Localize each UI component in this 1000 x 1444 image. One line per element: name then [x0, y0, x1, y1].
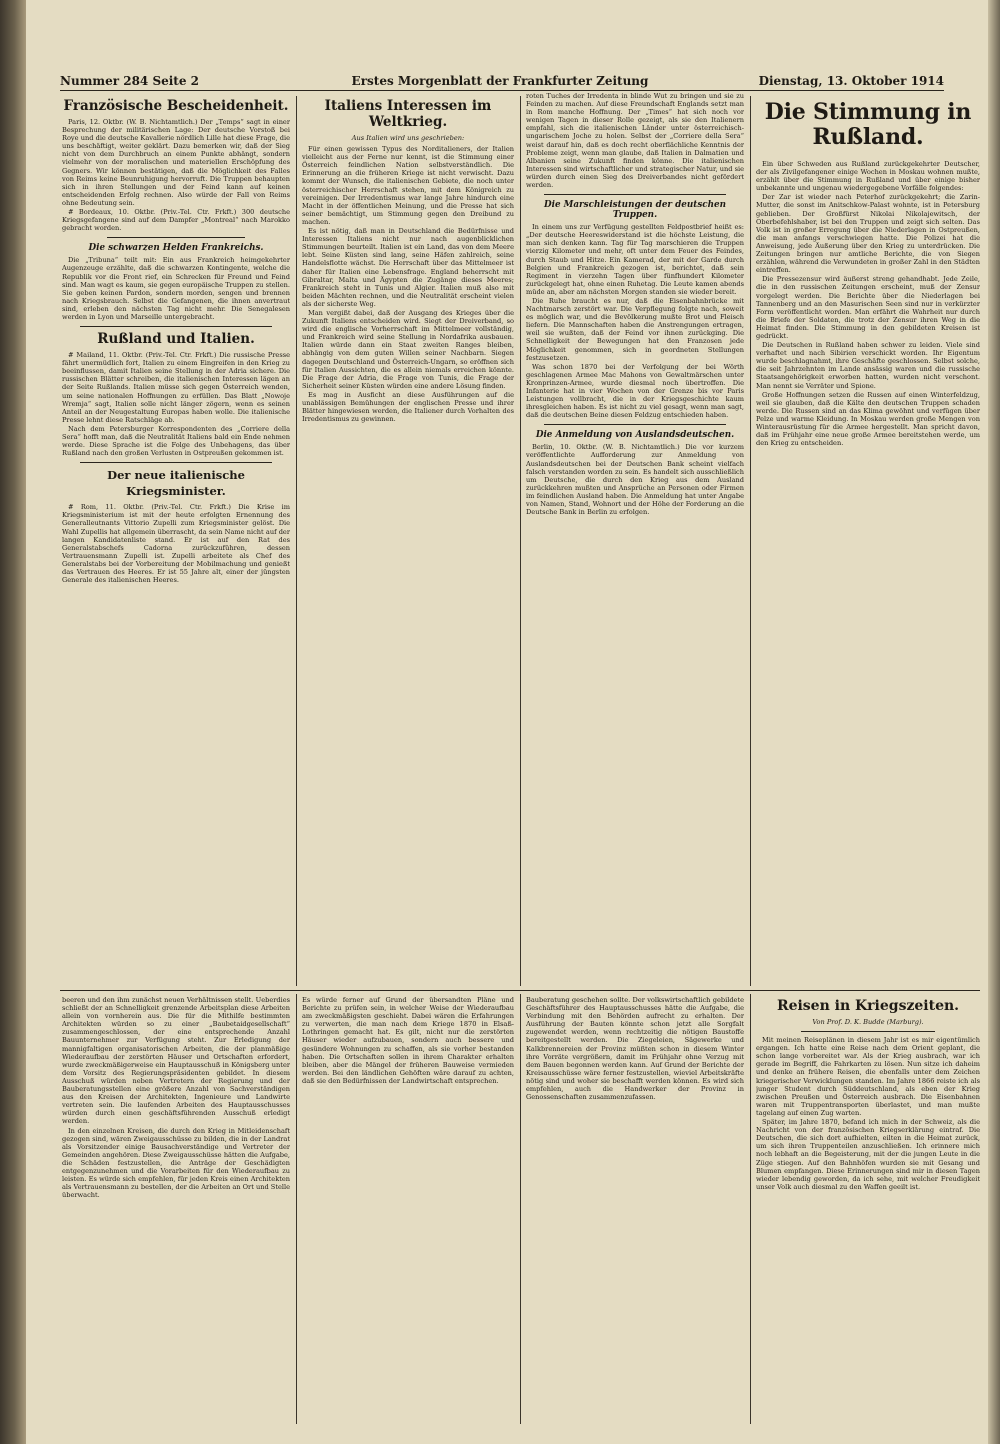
article-paragraph: Es mag in Ausficht an diese Ausführungen auf die unablässigen Bemühungen der englischen Presse und ihrer Blätter hingewiesen werden, die Italiener durch Vorhalten des Irredentismus zu gewinnen.: [302, 390, 514, 424]
column-rule: [750, 994, 751, 1424]
article-paragraph: Später, im Jahre 1870, befand ich mich in der Schweiz, als die Nachricht von der französischen Kriegserklärung eintraf. Die Deutschen, die sich dort aufhielten, eilten in die Heimat zurück, um sich ihren Truppenteilen anzuschließen. Ich erinnere mich noch lebhaft an die Begeisterung, mit der die jungen Leute in die Züge stiegen. Auf den Bahnhöfen wurden sie mit Gesang und Blumen empfangen. Diese Erinnerungen sind mir in diesen Tagen wieder lebendig geworden, da ich sehe, mit welcher Freudigkeit unser Volk auch diesmal zu den Waffen geeilt ist.: [756, 1118, 980, 1191]
article-paragraph: Ein über Schweden aus Rußland zurückgekehrter Deutscher, der als Zivilgefangener einige Wochen in Moskau wohnen mußte, erzählt über die Stimmung in Rußland und über einige bisher unbekannte und ungenau wiedergegebene Vorfälle folgendes:: [756, 160, 980, 193]
article-paragraph: Was schon 1870 bei der Verfolgung der bei Wörth geschlagenen Armee Mac Mahons von Gewaltmärschen unter Kronprinzen-Armee, wurde diesmal noch übertroffen. Die Infanterie hat in vier Wochen von der Grenze bis vor Paris Leistungen vollbracht, die in der Kriegsgeschichte kaum ihresgleichen haben. Es ist nicht zu viel gesagt, wenn man sagt, daß die deutschen Beine diesen Feldzug entschieden haben.: [526, 362, 744, 420]
feuilleton-title: Reisen in Kriegszeiten.: [776, 998, 960, 1014]
section-divider: [60, 990, 980, 991]
article-paragraph: Es ist nötig, daß man in Deutschland die Bedürfnisse und Interessen Italiens nicht nur nach augenblicklichen Stimmungen beurteilt. Italien ist ein Land, das von dem Meere lebt. Seine Küsten sind lang, seine Häfen zahlreich, seine Handelsflotte wächst. Die Herrschaft über das Mittelmeer ist daher für Italien eine Lebensfrage. England beherrscht mit Gibraltar, Malta und Ägypten die Zugänge dieses Meeres; Frankreich steht in Tunis und Algier. Italien muß also mit beiden Mächten rechnen, und die Neutralität erscheint vielen als der sicherste Weg.: [302, 227, 514, 308]
article-rule: [107, 237, 245, 238]
masthead-line: [60, 72, 944, 91]
lower-column-1: [62, 996, 290, 1426]
article-rule: [80, 462, 272, 463]
article-paragraph: Die Ruhe braucht es nur, daß die Eisenbahnbrücke mit Nachtmarsch zerstört war. Die Verpflegung folgte nach, soweit es möglich war, und die Bevölkerung mußte Brot und Fleisch liefern. Die Mannschaften haben die Anstrengungen ertragen, weil sie wußten, daß der Feind vor ihnen zurückging. Die Schnelligkeit der Bewegungen hat den Franzosen jede Möglichkeit genommen, sich in geordneten Stellungen festzusetzen.: [526, 296, 744, 362]
article-title: Französische Bescheidenheit.: [63, 98, 289, 114]
lower-column-3: [526, 996, 744, 1426]
book-binding: [0, 0, 26, 1444]
article-paragraph: # Mailand, 11. Oktbr. (Priv.-Tel. Ctr. Frkft.) Die russische Presse fährt unermüdlich fort, Italien zu einem Eingreifen in den Krieg zu beeinflussen, damit Italien seine Stellung in der Adria sichere. Die russischen Blätter schreiben, die italienischen Interessen lägen an der Seite Rußlands. Italien müsse sich gegen Österreich wenden, um seine nationalen Hoffnungen zu erfüllen. Das Blatt „Nowoje Wremja“ sagt, Italien solle nicht länger zögern, wenn es seinen Anteil an der Neugestaltung Europas haben wolle. Die italienische Presse lehnt diese Ratschläge ab.: [62, 351, 290, 424]
article-paragraph: Nach dem Petersburger Korrespondenten des „Corriere della Sera“ hofft man, daß die Neutralität Italiens bald ein Ende nehmen werde. Diese Sprache ist die Folge des Unbehagens, das über Rußland nach den großen Verlusten in Ostpreußen gekommen ist.: [62, 424, 290, 458]
article-paragraph: Die Deutschen in Rußland haben schwer zu leiden. Viele sind verhaftet und nach Sibirien verschickt worden. Ihr Eigentum wurde beschlagnahmt, ihre Geschäfte geschlossen. Selbst solche, die seit Jahrzehnten im Lande ansässig waren und die russische Staatsangehörigkeit erworben hatten, wurden nicht verschont. Man nennt sie Verräter und Spione.: [756, 341, 980, 390]
newspaper-name: Erstes Morgenblatt der Frankfurter Zeitung: [351, 74, 649, 88]
article-paragraph: roten Tuches der Irredenta in blinde Wut zu bringen und sie zu Feinden zu machen. Auf diese Freundschaft Englands setzt man in Rom manche Hoffnung. Der „Times“ hat sich noch vor wenigen Tagen in dieser Rolle gezeigt, als sie den Italienern empfahl, sich die italienischen Länder unter österreichisch-ungarischem Joche zu holen. Selbst der „Corriere della Sera“ weist darauf hin, daß es doch recht oberflächliche Kenntnis der Probleme zeigt, wenn man glaube, daß Italien in Dalmatien und Albanien seine Zukunft finden könne. Die italienischen Interessen sind wirtschaftlicher und strategischer Natur, und sie würden durch einen Sieg des Dreiverbandes nicht gefördert werden.: [526, 92, 744, 190]
article-title: Der neue italienische Kriegsminister.: [107, 468, 245, 499]
column-1: [62, 96, 290, 986]
lower-column-2: [302, 996, 514, 1426]
article-paragraph: # Bordeaux, 10. Oktbr. (Priv.-Tel. Ctr. Frkft.) 300 deutsche Kriegsgefangene sind auf dem Dampfer „Montreal“ nach Marokko gebracht worden.: [62, 208, 290, 233]
article-paragraph: beeren und den ihm zunächst neuen Verhältnissen stellt. Ueberdies schließt der an Schnelligkeit grenzende Arbeitsplan diese Arbeiten allein von vornherein aus. Die für die Mithilfe bestimmten Architekten würden so zu einer „Baubetaidgesellschaft“ zusammengeschlossen, der eine entsprechende Anzahl Bauunternehmer zur Verfügung steht. Zur Erledigung der mannigfaltigen organisatorischen Arbeiten, die der planmäßige Wiederaufbau der zerstörten Häuser und Ortschaften erfordert, wurde zweckmäßigerweise ein Hauptausschuß in Königsberg unter dem Vorsitz des Regierungspräsidenten gebildet. In diesem Ausschuß würden neben Vertretern der Regierung und der Bauberatungsstellen eine größere Anzahl von Sachverständigen aus den Kreisen der Architekten, Ingenieure und Landwirte vertreten sein. Die laufenden Arbeiten des Hauptausschusses würden durch einen geschäftsführenden Ausschuß erledigt werden.: [62, 996, 290, 1126]
column-4: [756, 96, 980, 986]
article-paragraph: Man vergißt dabei, daß der Ausgang des Krieges über die Zukunft Italiens entscheiden wird. Siegt der Dreiverband, so wird die englische Vorherrschaft im Mittelmeer vollständig, und Frankreich wird seine Stellung in Nordafrika ausbauen. Italien würde dann ein Staat zweiten Ranges bleiben, abhängig von dem guten Willen seiner Nachbarn. Siegen dagegen Deutschland und Österreich-Ungarn, so eröffnen sich für Italien Aussichten, die es allein niemals erreichen könnte. Die Frage der Adria, die Frage von Tunis, die Frage der Sicherheit seiner Küsten würden eine andere Lösung finden.: [302, 308, 514, 390]
article-paragraph: # Rom, 11. Oktbr. (Priv.-Tel. Ctr. Frkft.) Die Krise im Kriegsministerium ist mit der heute erfolgten Ernennung des Generalleutnants Vittorio Zupelli zum Kriegsminister gelöst. Die Wahl Zupellis hat allgemein überrascht, da sein Name nicht auf der langen Kandidatenliste stand. Er ist auf den Rat des Generalstabschefs Cadorna zurückzuführen, dessen Vertrauensmann Zupelli ist. Zupelli arbeitete als Chef des Generalstabs bei der Vorbereitung der Mobilmachung und genießt das Vertrauen des Heeres. Er ist 55 Jahre alt, einer der jüngsten Generale des italienischen Heeres.: [62, 503, 290, 585]
article-paragraph: Paris, 12. Oktbr. (W. B. Nichtamtlich.) Der „Temps“ sagt in einer Besprechung der militärischen Lage: Der deutsche Vorstoß bei Roye und die deutsche Kavallerie nördlich Lille hat diese Frage, die uns beschäftigt, weiter geklärt. Dazu bemerken wir, daß der Sieg nicht von dem Durchbruch an einem Punkte abhängt, sondern vielmehr von der moralischen und materiellen Erschöpfung des Gegners. Wir können bestätigen, daß die Möglichkeit des Falles von Reims keine Beunruhigung hervorruft. Die Truppen behaupten sich in ihren Stellungen und der Feind kann auf keinen entscheidenden Erfolg rechnen. Also würde der Fall von Reims ohne Bedeutung sein.: [62, 118, 290, 207]
article-rule: [544, 424, 726, 425]
newspaper-page: [26, 0, 988, 1444]
article-rule: [80, 326, 272, 327]
issue-date: Dienstag, 13. Oktober 1914: [758, 74, 944, 88]
article-title: Die Anmeldung von Auslandsdeutschen.: [535, 430, 735, 441]
article-paragraph: Berlin, 10. Oktbr. (W. B. Nichtamtlich.) Die vor kurzem veröffentlichte Aufforderung zur Anmeldung von Auslandsdeutschen bei der Deutschen Bank scheint vielfach falsch verstanden worden zu sein. Es handelt sich ausschließlich um Deutsche, die durch den Krieg aus dem Ausland zurückkehren mußten und Ansprüche an Personen oder Firmen im feindlichen Ausland haben. Die Anmeldung hat unter Angabe von Namen, Stand, Wohnort und der Höhe der Forderung an die Deutsche Bank in Berlin zu erfolgen.: [526, 443, 744, 517]
column-rule: [296, 96, 297, 986]
article-title: Rußland und Italien.: [97, 331, 255, 348]
column-rule: [296, 994, 297, 1424]
article-title: Italiens Interessen im Weltkrieg.: [324, 98, 492, 130]
article-byline: Von Prof. D. K. Budde (Marburg).: [812, 1018, 924, 1026]
column-3: [526, 92, 744, 986]
column-rule: [750, 96, 751, 986]
article-paragraph: Bauberatung geschehen sollte. Der volkswirtschaftlich gebildete Geschäftsführer des Hauptausschusses hätte die Aufgabe, die Verbindung mit den Behörden aufrecht zu erhalten. Der Ausführung der Bauten könnte schon jetzt alle Sorgfalt zugewendet werden, wenn rechtzeitig die nötigen Baustoffe bereitgestellt werden. Die Ziegeleien, Sägewerke und Kalkbrennereien der Provinz müßten schon in diesem Winter ihre Vorräte vergrößern, damit im Frühjahr ohne Verzug mit dem Bauen begonnen werden kann. Auf Grund der Berichte der Kreisausschüsse wäre ferner festzustellen, wieviel Arbeitskräfte nötig sind und woher sie beschafft werden können. Es wird sich empfehlen, auch die Handwerker der Provinz in Genossenschaften zusammenzufassen.: [526, 996, 744, 1102]
column-rule: [520, 994, 521, 1424]
article-paragraph: In einem uns zur Verfügung gestellten Feldpostbrief heißt es: „Der deutsche Heereswiderstand ist die höchste Leistung, die man sich denken kann. Tag für Tag marschieren die Truppen vierzig Kilometer und mehr, oft unter dem Feuer des Feindes, durch Staub und Hitze. Ein Kamerad, der mit der Garde durch Belgien und Frankreich gezogen ist, berichtet, daß sein Regiment in vierzehn Tagen über fünfhundert Kilometer zurückgelegt hat, ohne einen Ruhetag. Die Leute kamen abends müde an, aber am nächsten Morgen standen sie wieder bereit.: [526, 223, 744, 296]
article-paragraph: In den einzelnen Kreisen, die durch den Krieg in Mitleidenschaft gezogen sind, wären Zweigausschüsse zu bilden, die in der Landrat als Vorsitzender einige Bausachverständige und Vertreter der Gemeinden angehören. Diese Zweigausschüsse hätten die Aufgabe, die Schäden festzustellen, die Anträge der Geschädigten entgegenzunehmen und die Vorarbeiten für den Wiederaufbau zu leisten. Es würde sich empfehlen, für jeden Kreis einen Architekten als Vertrauensmann zu bestellen, der die Arbeiten an Ort und Stelle überwacht.: [62, 1126, 290, 1200]
article-title: Die Stimmung in Rußland.: [764, 99, 972, 150]
article-rule: [544, 194, 726, 195]
issue-number: Nummer 284 Seite 2: [60, 74, 200, 88]
article-rule: [801, 1031, 935, 1032]
article-byline: Aus Italien wird uns geschrieben:: [351, 134, 465, 142]
column-2: [302, 96, 514, 986]
article-paragraph: Mit meinen Reiseplänen in diesem Jahr ist es mir eigentümlich ergangen. Ich hatte eine Reise nach dem Orient geplant, die schon lange vorbereitet war. Als der Krieg ausbrach, war ich gerade im Begriff, die Fahrkarten zu lösen. Nun sitze ich daheim und denke an frühere Reisen, die ebenfalls unter dem Zeichen kriegerischer Verwicklungen standen. Im Jahre 1866 reiste ich als junger Student durch Süddeutschland, als eben der Krieg zwischen Preußen und Österreich ausbrach. Die Eisenbahnen waren mit Truppentransporten überlastet, und man mußte tagelang auf einen Zug warten.: [756, 1036, 980, 1117]
article-paragraph: Die Pressezensur wird äußerst streng gehandhabt. Jede Zeile, die in den russischen Zeitungen erscheint, muß der Zensur vorgelegt werden. Die Berichte über die Niederlagen bei Tannenberg und an den Masurischen Seen sind nur in verkürzter Form veröffentlicht worden. Man erfährt die Wahrheit nur durch die Briefe der Soldaten, die trotz der Zensur ihren Weg in die Heimat finden. Die Stimmung in den gebildeten Kreisen ist gedrückt.: [756, 275, 980, 340]
page-edge: [988, 0, 1000, 1444]
article-paragraph: Große Hoffnungen setzen die Russen auf einen Winterfeldzug, weil sie glauben, daß die Kälte den deutschen Truppen schaden werde. Die Russen sind an das Klima gewöhnt und verfügen über Pelze und warme Kleidung. In Moskau werden große Mengen von Winterausrüstung für die Armee hergestellt. Man spricht davon, daß im Frühjahr eine neue große Armee bereitstehen werde, um den Krieg zu entscheiden.: [756, 390, 980, 448]
article-paragraph: Für einen gewissen Typus des Norditalieners, der Italien vielleicht aus der Ferne nur kennt, ist die Stimmung einer Österreich feindlichen Nation selbstverständlich. Die Erinnerung an die früheren Kriege ist nicht verwischt. Dazu kommt der Wunsch, die italienischen Gebiete, die noch unter österreichischer Herrschaft stehen, mit dem Königreich zu vereinigen. Der Irredentismus war lange Jahre hindurch eine Macht in der öffentlichen Meinung, und die Presse hat sich seiner bemächtigt, um Stimmung gegen den Dreibund zu machen.: [302, 145, 514, 226]
article-title: Die Marschleistungen der deutschen Truppen.: [543, 200, 727, 221]
lower-column-4: [756, 996, 980, 1426]
article-paragraph: Die „Tribuna“ teilt mit: Ein aus Frankreich heimgekehrter Augenzeuge erzählte, daß die schwarzen Kontingente, welche die Republik vor die Front rief, ein Schrecken für Freund und Feind sind. Man wagt es kaum, sie gegen europäische Truppen zu stellen. Sie geben keinen Pardon, sondern morden, sengen und brennen nach Kriegsbrauch. Selbst die Gefangenen, die ihnen anvertraut sind, erleben den nächsten Tag nicht mehr. Die Senegalesen werden in Lyon und Marseille untergebracht.: [62, 256, 290, 321]
article-title: Die schwarzen Helden Frankreichs.: [88, 243, 264, 254]
column-rule: [520, 96, 521, 986]
article-paragraph: Es würde ferner auf Grund der übersandten Pläne und Berichte zu prüfen sein, in welcher Weise der Wiederaufbau am zweckmäßigsten geschieht. Dabei wären die Erfahrungen zu verwerten, die man nach dem Kriege 1870 in Elsaß-Lothringen gemacht hat. Es gilt, nicht nur die zerstörten Häuser wieder aufzubauen, sondern auch bessere und gesündere Wohnungen zu schaffen, als sie vorher bestanden haben. Die Ortschaften sollen in ihrem Charakter erhalten bleiben, aber die Mängel der früheren Bauweise vermieden werden. Bei den ländlichen Gehöften wäre darauf zu achten, daß sie den Bedürfnissen der Landwirtschaft entsprechen.: [302, 996, 514, 1085]
article-paragraph: Der Zar ist wieder nach Peterhof zurückgekehrt; die Zarin-Mutter, die sonst im Anitschkow-Palast wohnte, ist in Petersburg geblieben. Der Großfürst Nikolai Nikolajewitsch, der Oberbefehlshaber, ist bei den Truppen und zeigt sich selten. Das Volk ist in großer Erregung über die Niederlagen in Ostpreußen, die man anfangs verschwiegen hatte. Die Polizei hat die Anweisung, jede Äußerung über den Krieg zu unterdrücken. Die Zeitungen bringen nur amtliche Berichte, die von Siegen erzählen, während die Verwundeten in großer Zahl in den Städten eintreffen.: [756, 193, 980, 275]
